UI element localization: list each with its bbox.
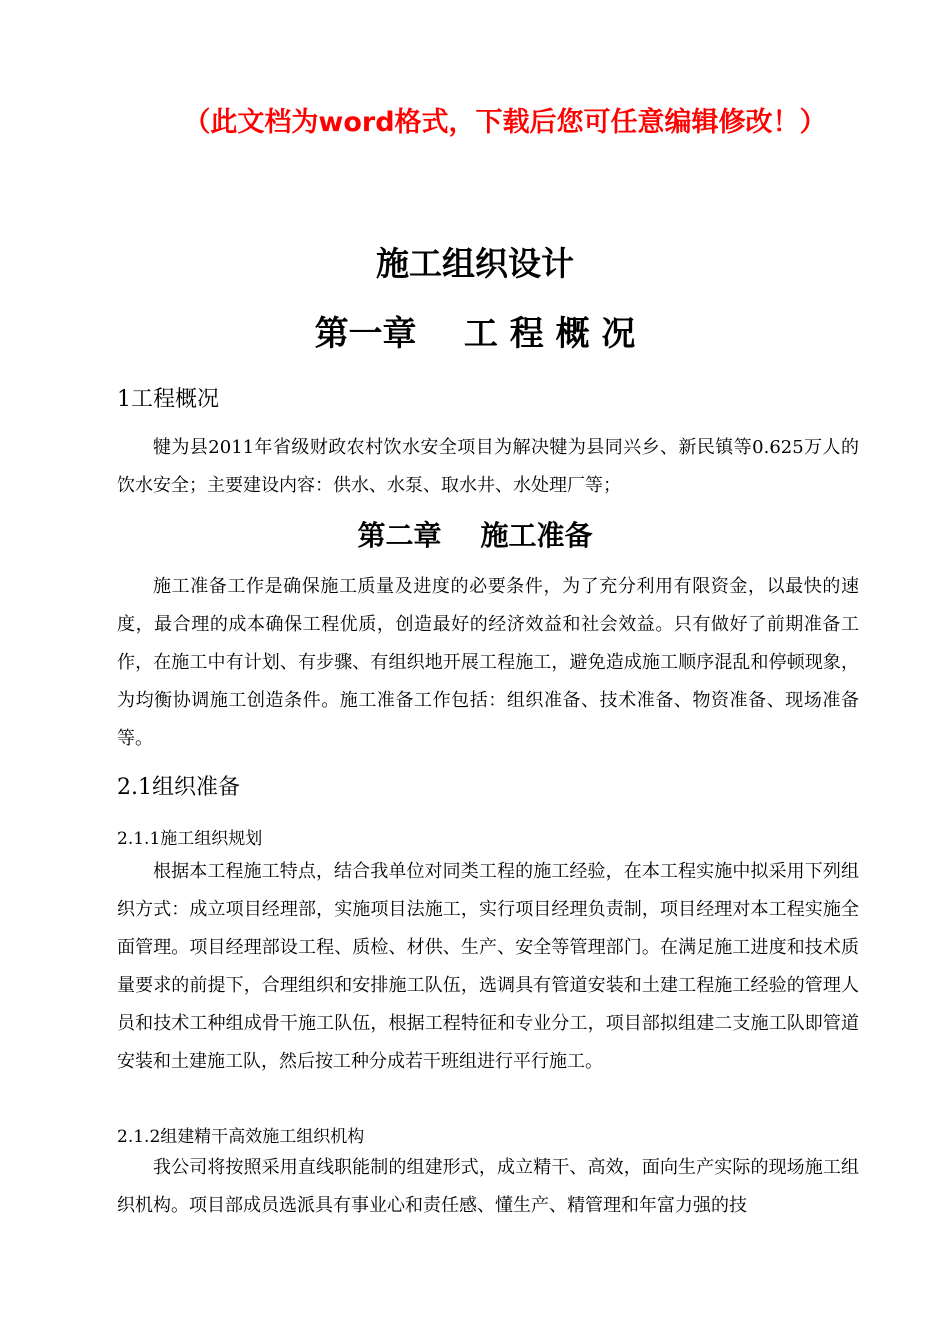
subsection-2-1-1-paragraph: 根据本工程施工特点，结合我单位对同类工程的施工经验，在本工程实施中拟采用下列组织方式：成立项目经理部，实施项目法施工，实行项目经理负责制，项目经理对本工程实施全面管理。项目经理部设工程、质检、材供、生产、安全等管理部门。在满足施工进度和技术质量要求的前提下，合理组织和安排施工队伍，选调具有管道安装和土建工程施工经验的管理人员和技术工种组成骨干施工队伍，根据工程特征和专业分工，项目部拟组建二支施工队即管道安装和土建施工队，然后按工种分成若干班组进行平行施工。 — [117, 861, 859, 1072]
chapter-2-title: 第二章 施工准备 — [357, 519, 593, 552]
section-2-1-heading: 2.1组织准备 — [117, 775, 240, 800]
section-1-heading: 1工程概况 — [117, 387, 219, 412]
section-1-paragraph: 犍为县2011年省级财政农村饮水安全项目为解决犍为县同兴乡、新民镇等0.625万人的饮水安全；主要建设内容：供水、水泵、取水井、水处理厂等； — [117, 437, 859, 496]
chapter-1-title: 第一章 工 程 概 况 — [314, 314, 636, 354]
subsection-2-1-2-paragraph: 我公司将按照采用直线职能制的组建形式，成立精干、高效，面向生产实际的现场施工组织机构。项目部成员选派具有事业心和责任感、懂生产、精管理和年富力强的技 — [117, 1157, 859, 1216]
subsection-2-1-2-heading: 2.1.2组建精干高效施工组织机构 — [117, 1127, 365, 1147]
subsection-2-1-1-heading: 2.1.1施工组织规划 — [117, 829, 263, 849]
chapter-2-intro-paragraph: 施工准备工作是确保施工质量及进度的必要条件，为了充分利用有限资金，以最快的速度，最合理的成本确保工程优质，创造最好的经济效益和社会效益。只有做好了前期准备工作，在施工中有计划、有步骤、有组织地开展工程施工，避免造成施工顺序混乱和停顿现象，为均衡协调施工创造条件。施工准备工作包括：组织准备、技术准备、物资准备、现场准备等。 — [117, 576, 859, 749]
document-title: 施工组织设计 — [376, 244, 574, 283]
word-format-notice: （此文档为word格式，下载后您可任意编辑修改！） — [183, 107, 827, 138]
